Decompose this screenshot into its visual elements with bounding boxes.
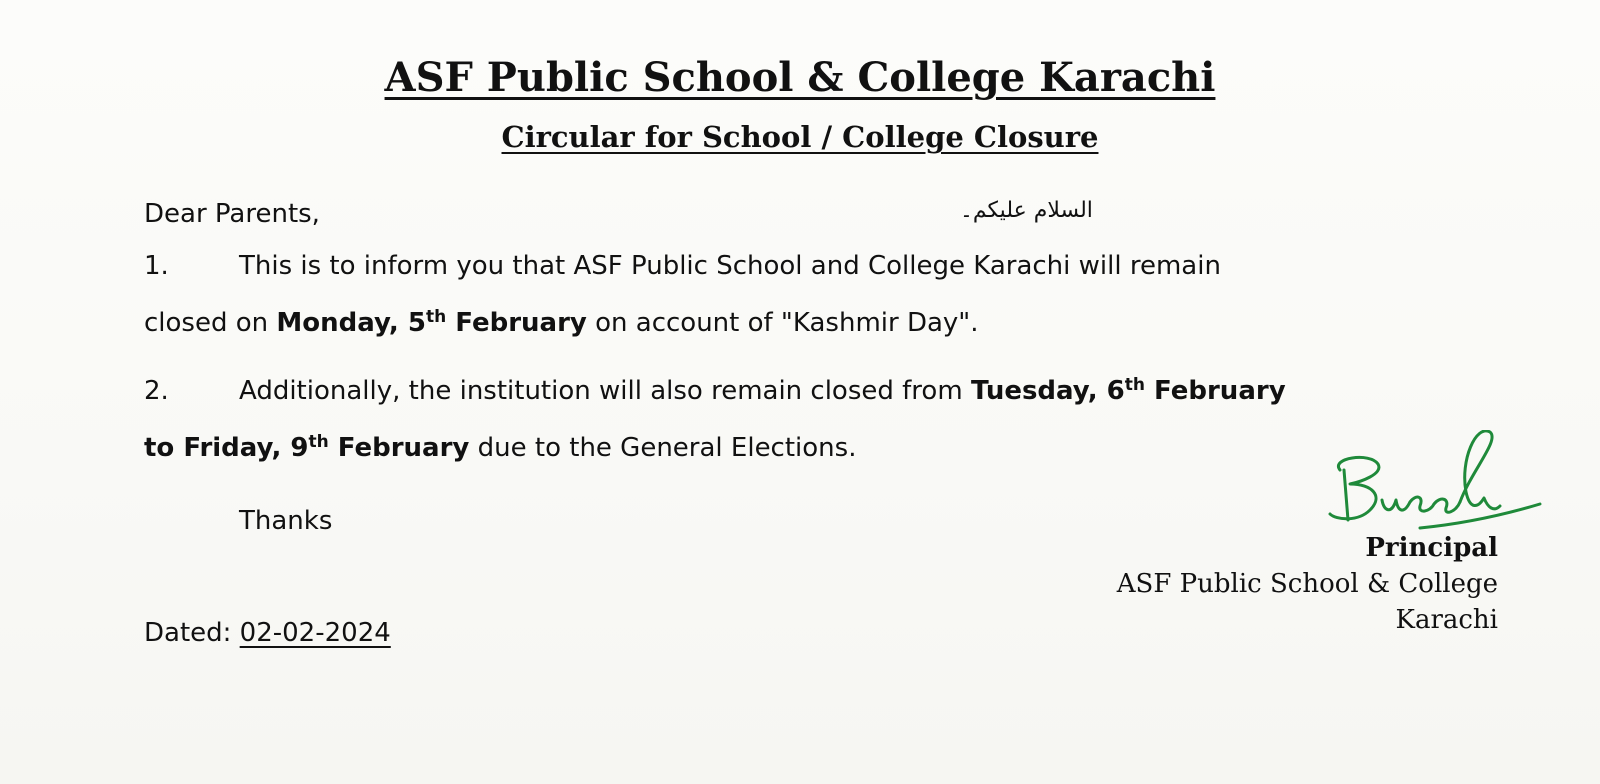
school-name-text: ASF Public School & College Karachi: [384, 54, 1216, 101]
p2-bold-part-4: February: [328, 433, 470, 463]
dated-label: Dated:: [144, 618, 240, 648]
signatory-org-line-1: ASF Public School & College: [1116, 569, 1498, 599]
p2-bold-end-date: [144, 433, 469, 463]
signatory-org-line-2: Karachi: [1395, 605, 1498, 635]
p1-superscript: th: [425, 307, 447, 327]
paragraph-1-number: 1.: [144, 251, 169, 281]
p1-bold-part-1: Monday, 5: [276, 308, 426, 338]
closing-thanks: Thanks: [239, 506, 333, 536]
p2-bold-start-date: [971, 376, 1286, 406]
principal-signature: [1300, 430, 1550, 540]
p2-bold-part-2: February: [1144, 376, 1286, 406]
school-name-heading: [0, 52, 1600, 104]
p1-text-before: closed on: [144, 308, 277, 338]
urdu-greeting: السلام علیکم۔: [960, 198, 1093, 223]
p1-bold-part-2: February: [446, 308, 587, 338]
p2-bold-part-1: Tuesday, 6: [970, 376, 1125, 406]
p2-text-after: due to the General Elections.: [469, 433, 857, 463]
p1-text-after: on account of "Kashmir Day".: [586, 308, 979, 338]
signatory-role: Principal: [1365, 533, 1498, 563]
salutation: Dear Parents,: [144, 199, 320, 229]
paragraph-1-line-2: [144, 305, 979, 341]
circular-title-text: Circular for School / College Closure: [501, 120, 1099, 154]
dated-line: [144, 615, 391, 651]
p2-superscript-1: th: [1124, 375, 1145, 395]
p2-text-before: Additionally, the institution will also remain closed from: [239, 376, 971, 406]
dated-value: 02-02-2024: [239, 618, 391, 648]
p1-bold-date: [276, 308, 586, 338]
p2-bold-part-3: to Friday, 9: [144, 433, 309, 463]
signatory-block: [1117, 530, 1498, 638]
p2-superscript-2: th: [308, 432, 329, 452]
paragraph-2-line-2: [144, 430, 856, 466]
paragraph-2-number: 2.: [144, 376, 169, 406]
paragraph-2-line-1: [239, 373, 1286, 409]
circular-title: [0, 117, 1600, 157]
paragraph-1-line-1: This is to inform you that ASF Public School and College Karachi will remain: [239, 251, 1221, 281]
